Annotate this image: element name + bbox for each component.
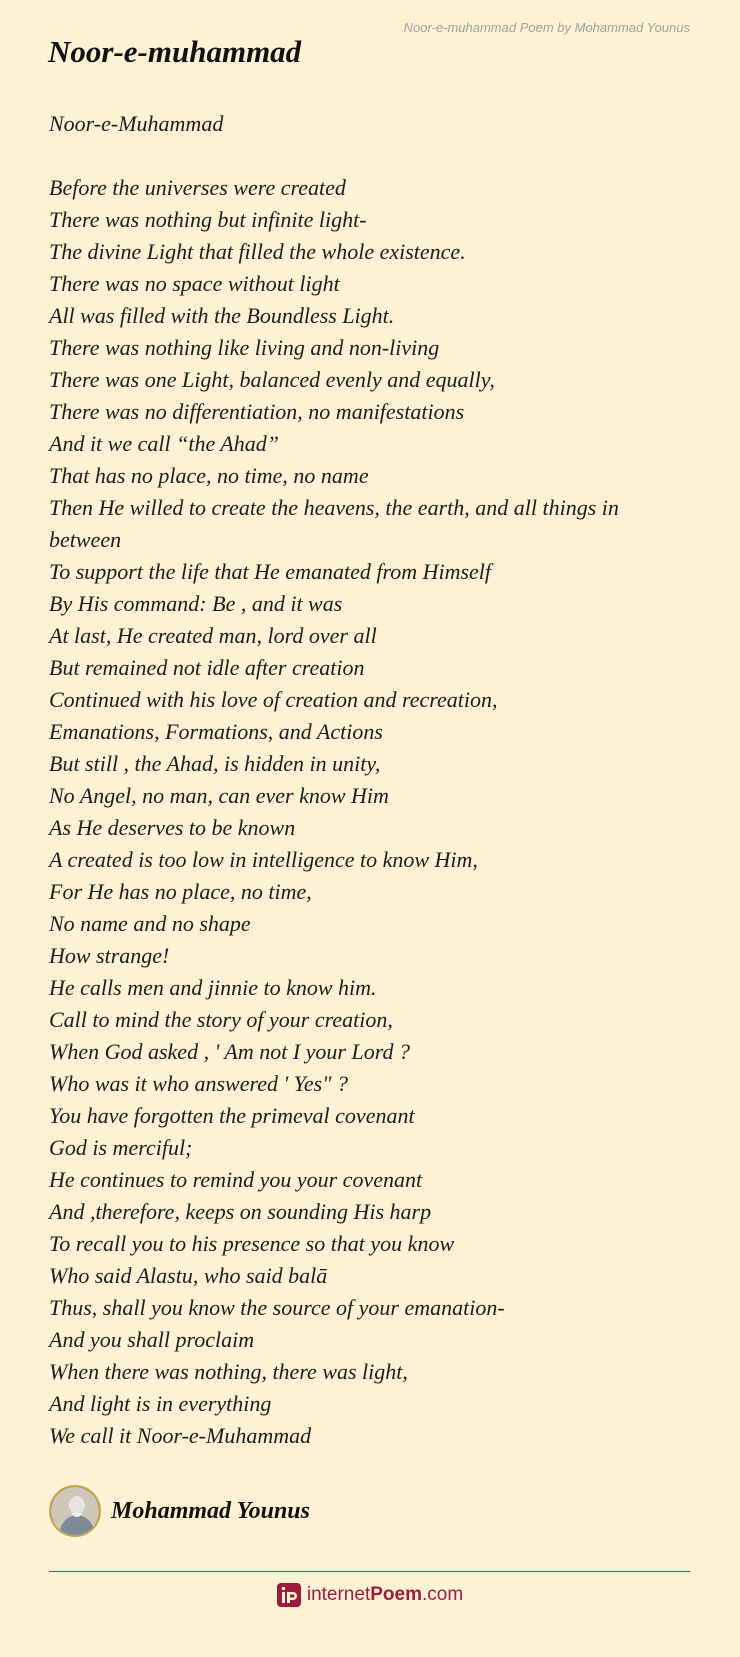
poem-line: There was no differentiation, no manifestations xyxy=(49,399,465,424)
poem-line: God is merciful; xyxy=(49,1135,193,1160)
site-brand-link[interactable] xyxy=(0,1583,740,1607)
poem-line: By His command: Be , and it was xyxy=(49,591,343,616)
author-block[interactable] xyxy=(49,1485,310,1537)
poem-line: No name and no shape xyxy=(49,911,251,936)
poem-line: To support the life that He emanated from Himself xyxy=(49,559,492,584)
author-portrait-icon xyxy=(51,1487,99,1535)
poem-subtitle: Noor-e-Muhammad xyxy=(49,111,224,136)
poem-line: He calls men and jinnie to know him. xyxy=(49,975,377,1000)
poem-line: There was nothing like living and non-living xyxy=(49,335,440,360)
poem-line: There was one Light, balanced evenly and equally, xyxy=(49,367,495,392)
poem-line: As He deserves to be known xyxy=(49,815,296,840)
poem-line: For He has no place, no time, xyxy=(49,879,312,904)
poem-line: But remained not idle after creation xyxy=(49,655,365,680)
brand-suffix: .com xyxy=(421,1584,464,1605)
poem-line: That has no place, no time, no name xyxy=(49,463,369,488)
author-name[interactable]: Mohammad Younus xyxy=(111,1497,310,1524)
poem-line: And ,therefore, keeps on sounding His harp xyxy=(49,1199,432,1224)
poem-line: The divine Light that filled the whole existence. xyxy=(49,239,466,264)
poem-line: A created is too low in intelligence to know Him, xyxy=(49,847,478,872)
poem-line: When there was nothing, there was light, xyxy=(49,1359,408,1384)
poem-line: Who was it who answered ' Yes" ? xyxy=(49,1071,348,1096)
poem-line: All was filled with the Boundless Light. xyxy=(49,303,395,328)
poem-line: How strange! xyxy=(49,943,170,968)
poem-line: There was nothing but infinite light- xyxy=(49,207,367,232)
poem-line: Then He willed to create the heavens, the earth, and all things in between xyxy=(49,495,619,552)
poem-line: Before the universes were created xyxy=(49,175,346,200)
poem-line: To recall you to his presence so that you know xyxy=(49,1231,455,1256)
poem-line: Thus, shall you know the source of your emanation- xyxy=(49,1295,505,1320)
brand-main: Poem xyxy=(370,1584,422,1605)
internetpoem-logo-icon xyxy=(277,1583,301,1607)
poem-line: Who said Alastu, who said balā xyxy=(49,1263,328,1288)
poem-line: We call it Noor-e-Muhammad xyxy=(49,1423,312,1448)
poem-line: You have forgotten the primeval covenant xyxy=(49,1103,415,1128)
poem-line: At last, He created man, lord over all xyxy=(49,623,377,648)
poem-line: And it we call “the Ahad” xyxy=(49,431,279,456)
poem-body xyxy=(49,108,659,1452)
poem-line: No Angel, no man, can ever know Him xyxy=(49,783,389,808)
poem-attribution: Noor-e-muhammad Poem by Mohammad Younus xyxy=(403,20,690,35)
footer-divider xyxy=(49,1571,690,1572)
poem-line: And light is in everything xyxy=(49,1391,272,1416)
poem-line: Continued with his love of creation and recreation, xyxy=(49,687,498,712)
poem-line: Call to mind the story of your creation, xyxy=(49,1007,393,1032)
brand-prefix: internet xyxy=(306,1584,371,1605)
poem-line: When God asked , ' Am not I your Lord ? xyxy=(49,1039,410,1064)
poem-line: Emanations, Formations, and Actions xyxy=(49,719,383,744)
poem-line: And you shall proclaim xyxy=(49,1327,255,1352)
poem-lines xyxy=(49,172,659,1452)
poem-line: He continues to remind you your covenant xyxy=(49,1167,423,1192)
avatar[interactable] xyxy=(49,1485,101,1537)
poem-line: But still , the Ahad, is hidden in unity, xyxy=(49,751,381,776)
poem-title: Noor-e-muhammad xyxy=(48,34,302,69)
poem-line: There was no space without light xyxy=(49,271,340,296)
